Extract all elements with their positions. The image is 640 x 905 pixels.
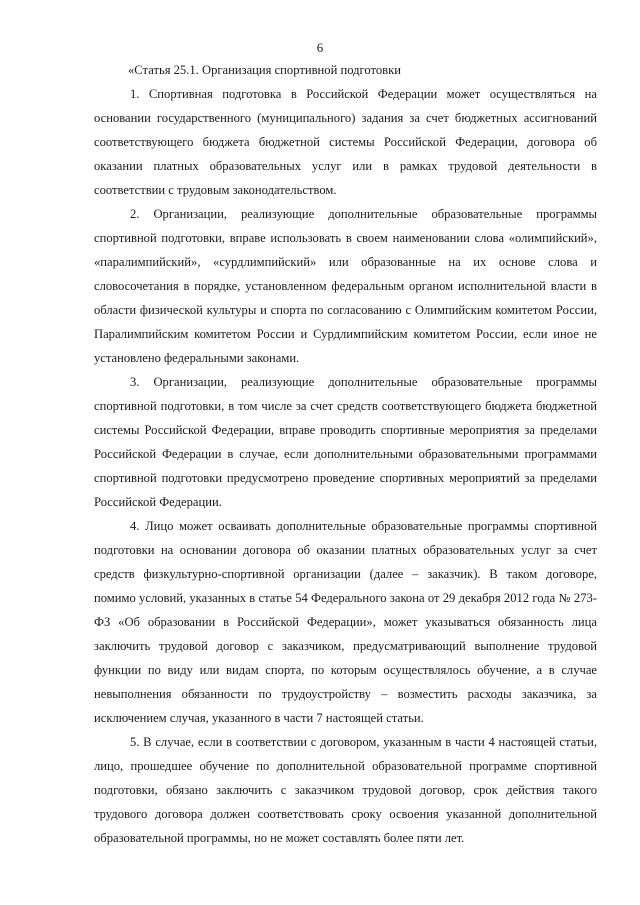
paragraph-2: 2. Организации, реализующие дополнительные образовательные программы спортивной подготовки, вправе использовать в своем наименовании слова «олимпийский», «паралимпийский», «сурдлимпийский» или образованные на их основе слова и словосочетания в порядке, установленном федеральным органом исполнительной власти в области физической культуры и спорта по согласованию с Олимпийским комитетом России, Паралимпийским комитетом России и Сурдлимпийским комитетом России, если иное не установлено федеральными законами.	[94, 207, 597, 365]
paragraph-5: 5. В случае, если в соответствии с договором, указанным в части 4 настоящей статьи, лицо, прошедшее обучение по дополнительной образовательной программе спортивной подготовки, обязано заключить с заказчиком трудовой договор, срок действия такого трудового договора должен соответствовать сроку освоения указанной дополнительной образовательной программы, но не может составлять более пяти лет.	[94, 735, 597, 845]
paragraph-3: 3. Организации, реализующие дополнительные образовательные программы спортивной подготовки, в том числе за счет средств соответствующего бюджета бюджетной системы Российской Федерации, вправе проводить спортивные мероприятия за пределами Российской Федерации в случае, если дополнительными образовательными программами спортивной подготовки предусмотрено проведение спортивных мероприятий за пределами Российской Федерации.	[94, 375, 597, 509]
document-body	[94, 58, 597, 850]
page-number: 6	[316, 40, 324, 55]
article-heading: «Статья 25.1. Организация спортивной подготовки	[128, 63, 401, 77]
paragraph-1: 1. Спортивная подготовка в Российской Федерации может осуществляться на основании государственного (муниципального) задания за счет бюджетных ассигнований соответствующего бюджета бюджетной системы Российской Федерации, договора об оказании платных образовательных услуг или в рамках трудовой деятельности в соответствии с трудовым законодательством.	[94, 87, 597, 197]
paragraph-4: 4. Лицо может осваивать дополнительные образовательные программы спортивной подготовки на основании договора об оказании платных образовательных услуг за счет средств физкультурно-спортивной организации (далее – заказчик). В таком договоре, помимо условий, указанных в статье 54 Федерального закона от 29 декабря 2012 года № 273-ФЗ «Об образовании в Российской Федерации», может указываться обязанность лица заключить трудовой договор с заказчиком, предусматривающий выполнение трудовой функции по виду или видам спорта, по которым осуществлялось обучение, а в случае невыполнения обязанности по трудоустройству – возместить расходы заказчика, за исключением случая, указанного в части 7 настоящей статьи.	[94, 519, 597, 725]
